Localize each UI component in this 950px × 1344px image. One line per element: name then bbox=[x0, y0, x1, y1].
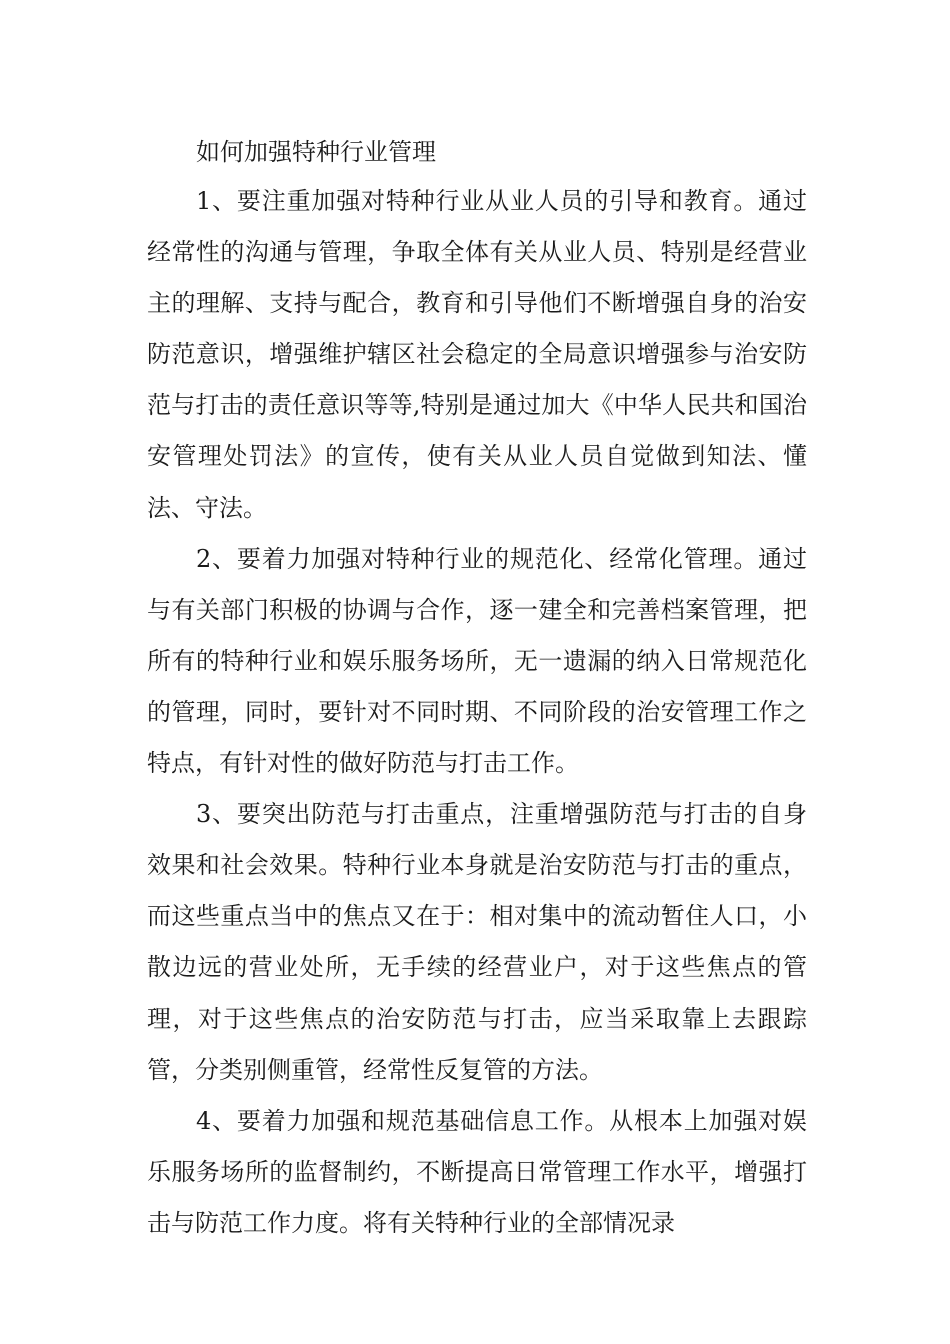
document-title: 如何加强特种行业管理 bbox=[196, 138, 436, 166]
document-body bbox=[147, 176, 807, 1249]
paragraph-3: 3、要突出防范与打击重点，注重增强防范与打击的自身效果和社会效果。特种行业本身就是治安防范与打击的重点，而这些重点当中的焦点又在于：相对集中的流动暂住人口，小散边远的营业处所，无手续的经营业户，对于这些焦点的管理，对于这些焦点的治安防范与打击，应当采取靠上去跟踪管，分类别侧重管，经常性反复管的方法。 bbox=[147, 800, 807, 1084]
paragraph-2: 2、要着力加强对特种行业的规范化、经常化管理。通过与有关部门积极的协调与合作，逐一建全和完善档案管理，把所有的特种行业和娱乐服务场所，无一遗漏的纳入日常规范化的管理，同时，要针对不同时期、不同阶段的治安管理工作之特点，有针对性的做好防范与打击工作。 bbox=[147, 544, 807, 778]
paragraph-4: 4、要着力加强和规范基础信息工作。从根本上加强对娱乐服务场所的监督制约，不断提高日常管理工作水平，增强打击与防范工作力度。将有关特种行业的全部情况录 bbox=[147, 1106, 807, 1237]
paragraph-1: 1、要注重加强对特种行业从业人员的引导和教育。通过经常性的沟通与管理，争取全体有关从业人员、特别是经营业主的理解、支持与配合，教育和引导他们不断增强自身的治安防范意识，增强维护辖区社会稳定的全局意识增强参与治安防范与打击的责任意识等等,特别是通过加大《中华人民共和国治安管理处罚法》的宣传，使有关从业人员自觉做到知法、懂法、守法。 bbox=[147, 187, 807, 522]
